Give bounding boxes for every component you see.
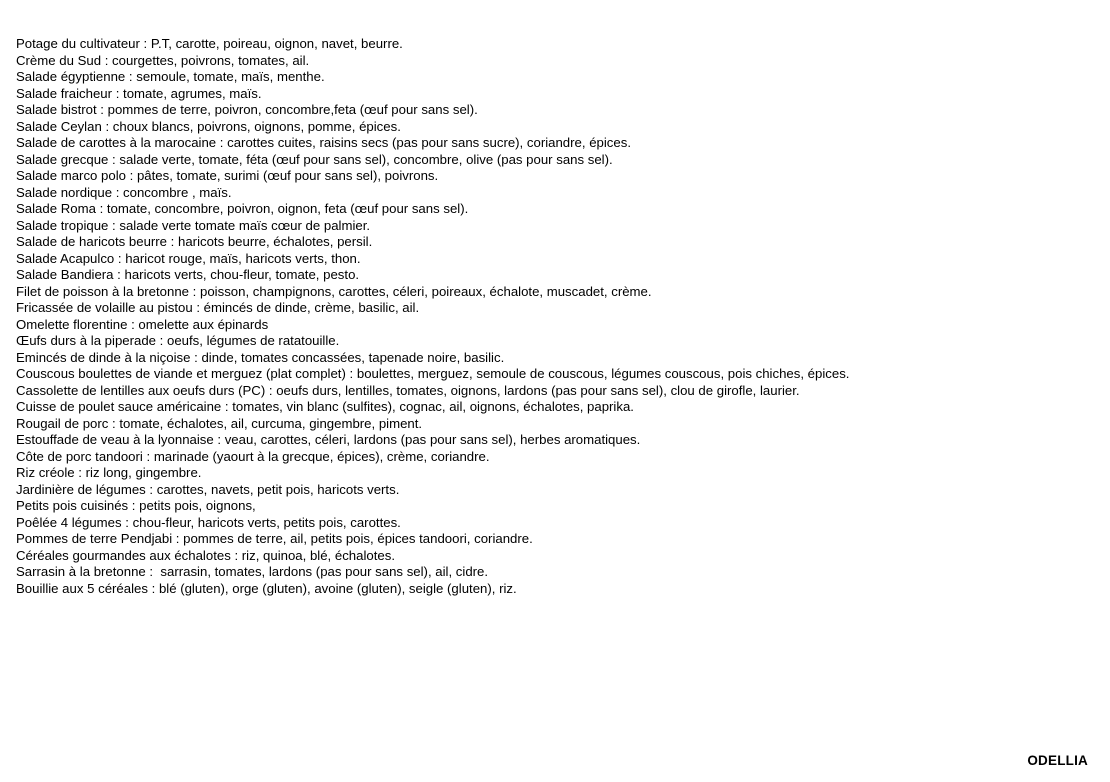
list-item: Salade égyptienne : semoule, tomate, maïs, menthe. — [16, 69, 325, 84]
list-item: Petits pois cuisinés : petits pois, oignons, — [16, 498, 256, 513]
list-item: Poêlée 4 légumes : chou-fleur, haricots verts, petits pois, carottes. — [16, 514, 401, 530]
list-item: Crème du Sud : courgettes, poivrons, tomates, ail. — [16, 52, 310, 68]
list-item: Salade bistrot : pommes de terre, poivron, concombre,feta (œuf pour sans sel). — [16, 102, 478, 117]
list-item: Salade Acapulco : haricot rouge, maïs, haricots verts, thon. — [16, 250, 361, 266]
list-item: Pommes de terre Pendjabi : pommes de terre, ail, petits pois, épices tandoori, coriandre. — [16, 531, 533, 546]
list-item: Potage du cultivateur : P.T, carotte, poireau, oignon, navet, beurre. — [16, 36, 403, 51]
list-item: Emincés de dinde à la niçoise : dinde, tomates concassées, tapenade noire, basilic. — [16, 349, 505, 365]
list-item: Côte de porc tandoori : marinade (yaourt à la grecque, épices), crème, coriandre. — [16, 448, 490, 464]
footer-brand: ODELLIA — [1027, 753, 1088, 768]
list-item: Jardinière de légumes : carottes, navets, petit pois, haricots verts. — [16, 481, 400, 497]
list-item: Salade grecque : salade verte, tomate, féta (œuf pour sans sel), concombre, olive (pas pour sans sel). — [16, 151, 613, 167]
list-item: Bouillie aux 5 céréales : blé (gluten), orge (gluten), avoine (gluten), seigle (gluten), riz. — [16, 580, 517, 596]
list-item: Salade Ceylan : choux blancs, poivrons, oignons, pomme, épices. — [16, 118, 401, 134]
list-item: Sarrasin à la bretonne : sarrasin, tomates, lardons (pas pour sans sel), ail, cidre. — [16, 564, 489, 579]
list-item: Salade tropique : salade verte tomate maïs cœur de palmier. — [16, 217, 371, 233]
list-item: Salade fraicheur : tomate, agrumes, maïs. — [16, 85, 262, 101]
list-item: Fricassée de volaille au pistou : émincés de dinde, crème, basilic, ail. — [16, 300, 420, 315]
list-item: Salade Roma : tomate, concombre, poivron, oignon, feta (œuf pour sans sel). — [16, 201, 469, 216]
list-item: Omelette florentine : omelette aux épinards — [16, 316, 269, 332]
list-item: Œufs durs à la piperade : oeufs, légumes de ratatouille. — [16, 333, 340, 348]
list-item: Salade de carottes à la marocaine : carottes cuites, raisins secs (pas pour sans sucre), coriandre, épices. — [16, 135, 631, 150]
list-item: Estouffade de veau à la lyonnaise : veau, carottes, céleri, lardons (pas pour sans sel), herbes aromatiques. — [16, 432, 641, 447]
list-item: Céréales gourmandes aux échalotes : riz, quinoa, blé, échalotes. — [16, 547, 395, 563]
list-item: Filet de poisson à la bretonne : poisson, champignons, carottes, céleri, poireaux, échalote, muscadet, crème. — [16, 283, 652, 299]
list-item: Riz créole : riz long, gingembre. — [16, 465, 202, 480]
list-item: Salade de haricots beurre : haricots beurre, échalotes, persil. — [16, 234, 373, 249]
list-item: Salade nordique : concombre , maïs. — [16, 184, 232, 200]
list-item: Rougail de porc : tomate, échalotes, ail, curcuma, gingembre, piment. — [16, 415, 423, 431]
list-item: Cassolette de lentilles aux oeufs durs (PC) : oeufs durs, lentilles, tomates, oignons, lardons (pas pour sans sel), clou de girofle, laurier. — [16, 382, 800, 398]
list-item: Cuisse de poulet sauce américaine : tomates, vin blanc (sulfites), cognac, ail, oignons, échalotes, paprika. — [16, 399, 634, 414]
list-item: Salade marco polo : pâtes, tomate, surimi (œuf pour sans sel), poivrons. — [16, 168, 439, 183]
list-item: Salade Bandiera : haricots verts, chou-fleur, tomate, pesto. — [16, 267, 360, 282]
list-item: Couscous boulettes de viande et merguez (plat complet) : boulettes, merguez, semoule de couscous, légumes couscous, pois chiches, épices. — [16, 366, 850, 381]
menu-item-list — [16, 36, 1076, 597]
